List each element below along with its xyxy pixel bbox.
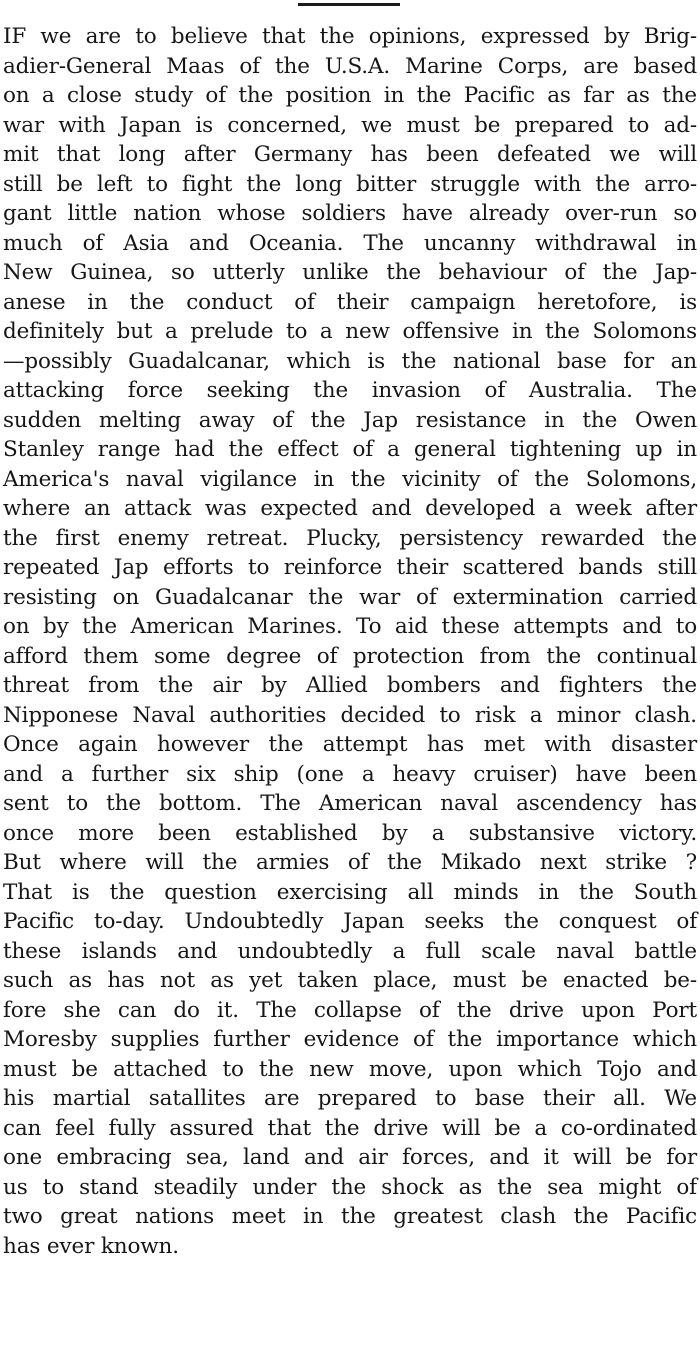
article-line: fore she can do it. The collapse of the drive upon Port: [3, 997, 697, 1023]
article-line: America's naval vigilance in the vicinity of the Solomons,: [3, 466, 697, 492]
article-line: such as has not as yet taken place, must be enacted be-: [3, 968, 697, 993]
article-line: sent to the bottom. The American naval ascendency has: [3, 791, 697, 816]
article-line: adier-General Maas of the U.S.A. Marine Corps, are based: [3, 53, 697, 79]
article-line: Once again however the attempt has met with disaster: [3, 732, 697, 757]
section-divider-rule: [298, 3, 400, 6]
article-line: must be attached to the new move, upon which Tojo and: [3, 1056, 697, 1082]
article-line: where an attack was expected and developed a week after: [3, 496, 697, 521]
article-line: resisting on Guadalcanar the war of extermination carried: [3, 584, 697, 610]
article-line: us to stand steadily under the shock as the sea might of: [3, 1174, 697, 1200]
article-line: definitely but a prelude to a new offensive in the Solomons: [3, 319, 697, 344]
article-line: war with Japan is concerned, we must be prepared to ad-: [3, 112, 697, 138]
article-line: threat from the air by Allied bombers and fighters the: [3, 673, 697, 698]
article-line: on a close study of the position in the Pacific as far as the: [3, 83, 697, 108]
article-line: IF we are to believe that the opinions, expressed by Brig-: [3, 24, 697, 49]
article-line: repeated Jap efforts to reinforce their scattered bands still: [3, 555, 697, 580]
article-line: mit that long after Germany has been defeated we will: [3, 142, 697, 167]
article-line: New Guinea, so utterly unlike the behaviour of the Jap-: [3, 260, 697, 285]
article-line: two great nations meet in the greatest clash the Pacific: [3, 1204, 697, 1229]
article-line: can feel fully assured that the drive will be a co-ordinated: [3, 1115, 697, 1141]
article-line: But where will the armies of the Mikado next strike ?: [3, 850, 697, 875]
article-line: Stanley range had the effect of a general tightening up in: [3, 437, 697, 462]
article-line: much of Asia and Oceania. The uncanny withdrawal in: [3, 230, 697, 256]
editorial-article: [3, 22, 697, 1261]
article-line: his martial satallites are prepared to base their all. We: [3, 1086, 697, 1111]
article-line: anese in the conduct of their campaign heretofore, is: [3, 289, 697, 315]
article-line: the first enemy retreat. Plucky, persistency rewarded the: [3, 525, 697, 551]
article-line: on by the American Marines. To aid these attempts and to: [3, 614, 697, 639]
article-line: attacking force seeking the invasion of Australia. The: [3, 378, 697, 403]
article-line: Pacific to-day. Undoubtedly Japan seeks the conquest of: [3, 909, 697, 934]
article-line: sudden melting away of the Jap resistance in the Owen: [3, 407, 697, 433]
article-line: gant little nation whose soldiers have already over-run so: [3, 201, 697, 226]
article-line: Nipponese Naval authorities decided to risk a minor clash.: [3, 702, 697, 728]
article-line-last: has ever known.: [3, 1233, 179, 1259]
article-line: —possibly Guadalcanar, which is the national base for an: [3, 348, 697, 374]
article-line: once more been established by a substansive victory.: [3, 820, 697, 846]
article-line: That is the question exercising all minds in the South: [3, 879, 697, 905]
article-line: and a further six ship (one a heavy cruiser) have been: [3, 761, 697, 787]
article-line: Moresby supplies further evidence of the importance which: [3, 1027, 697, 1052]
article-line: afford them some degree of protection from the continual: [3, 643, 697, 669]
article-line: these islands and undoubtedly a full scale naval battle: [3, 938, 697, 964]
article-line: still be left to fight the long bitter struggle with the arro-: [3, 171, 697, 197]
article-line: one embracing sea, land and air forces, and it will be for: [3, 1145, 697, 1170]
